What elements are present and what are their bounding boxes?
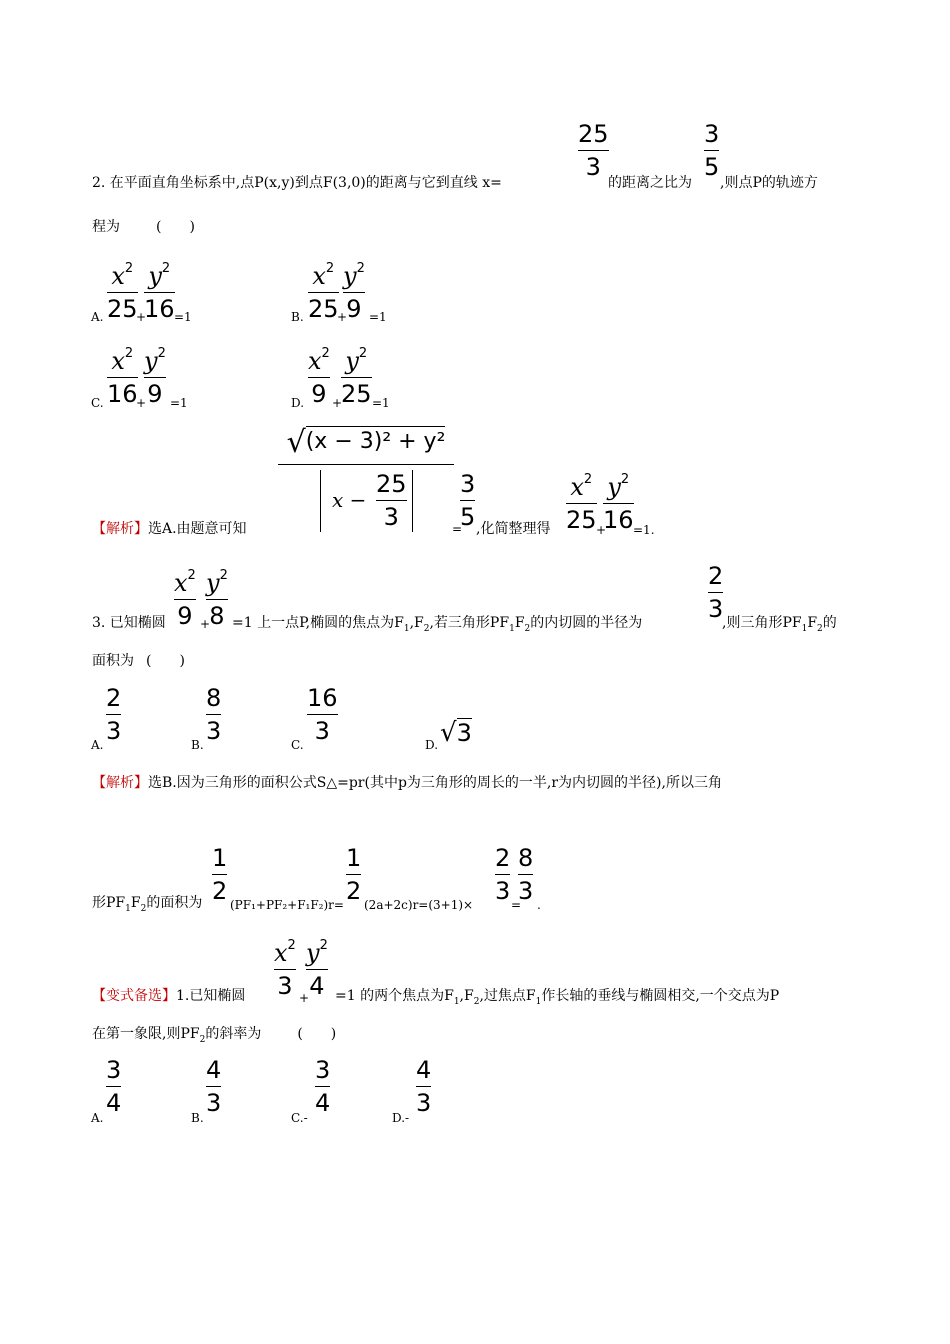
fraction: $x^2$ 9 xyxy=(308,346,330,408)
option-label: C. xyxy=(91,396,104,410)
variant-text-e: 在第一象限,则$PF_2$的斜率为 ( ) xyxy=(92,1026,337,1045)
plus-sign: + xyxy=(332,396,343,410)
solution-2-lead: 【解析】选A.由题意可知 xyxy=(92,521,247,537)
fraction: $x^2$ 3 xyxy=(274,938,296,1000)
fraction: $y^2$ 4 xyxy=(306,938,328,1000)
option-label: A. xyxy=(91,310,104,324)
equals-one: =1 xyxy=(369,310,387,324)
fraction-25-3: 25 3 xyxy=(578,120,609,181)
fraction: $x^2$ 25 xyxy=(107,261,138,323)
variant-text-b: =1 的两个焦点为$F_1,F_2$,过焦点$F_1$作长轴的垂线与椭圆相交,一个交点为P xyxy=(335,988,780,1007)
abs-x: x − xyxy=(332,488,367,512)
ratio-fraction: 3 5 xyxy=(460,470,476,531)
fraction: 1 2 xyxy=(346,844,362,905)
fraction: 1 2 xyxy=(212,844,228,905)
fraction: $y^2$ 9 xyxy=(144,346,166,408)
option-label: D. xyxy=(425,738,439,752)
period: . xyxy=(537,898,541,912)
abs-bar-right xyxy=(412,470,413,532)
plus-sign: + xyxy=(200,617,211,631)
equals-one: =1 xyxy=(372,396,390,410)
equals-one: =1 xyxy=(170,396,188,410)
option-label: D.- xyxy=(392,1111,410,1125)
equals: = xyxy=(511,898,522,912)
equals-one: =1 xyxy=(174,310,192,324)
question-3-text-b: =1 上一点P,椭圆的焦点为$F_1,F_2$,若三角形$PF_1F_2$的内切圆的半径为 xyxy=(232,615,643,634)
fraction: 2 3 xyxy=(495,844,511,905)
option-label: A. xyxy=(91,1111,104,1125)
option-label: D. xyxy=(291,396,305,410)
plus-sign: + xyxy=(136,396,147,410)
distance-ratio-fraction xyxy=(278,422,454,465)
question-3-text-g: 面积为 ( ) xyxy=(92,653,185,669)
fraction: $y^2$ 25 xyxy=(341,346,372,408)
fraction: 3 4 xyxy=(315,1056,331,1117)
equals: = xyxy=(452,522,463,536)
equals-one: =1. xyxy=(633,523,655,537)
fraction: 8 3 xyxy=(518,844,534,905)
plus-sign: + xyxy=(596,523,607,537)
fraction: $x^2$ 9 xyxy=(174,568,196,630)
fraction: 4 3 xyxy=(416,1056,432,1117)
solution-3-text-a: 【解析】选B.因为三角形的面积公式S△=pr(其中p为三角形的周长的一半,r为内切圆的半径),所以三角 xyxy=(92,775,722,791)
fraction: $y^2$ 8 xyxy=(206,568,228,630)
question-3-text-a: 3. 已知椭圆 xyxy=(92,615,166,631)
option-label: B. xyxy=(191,738,204,752)
solution-3-text-e: (2a+2c)r=(3+1)× xyxy=(364,898,474,912)
fraction: $y^2$ 9 xyxy=(343,261,365,323)
fraction: 16 3 xyxy=(307,684,338,745)
plus-sign: + xyxy=(136,310,147,324)
question-2-text-d: 程为 ( ) xyxy=(92,219,195,235)
sqrt-expression: √(x − 3)² + y² xyxy=(286,425,446,460)
sqrt-3: √3 xyxy=(440,718,472,748)
option-label: B. xyxy=(291,310,304,324)
option-label: C.- xyxy=(291,1111,308,1125)
option-label: C. xyxy=(291,738,304,752)
fraction: $x^2$ 16 xyxy=(107,346,138,408)
solution-3-text-d: (PF₁+PF₂+F₁F₂)r= xyxy=(230,898,344,912)
question-3-text-e: ,则三角形$PF_1F_2$的 xyxy=(722,615,837,634)
abs-bar-left xyxy=(320,470,321,532)
fraction: 8 3 xyxy=(206,684,222,745)
fraction: $x^2$ 25 xyxy=(308,261,339,323)
plus-sign: + xyxy=(337,310,348,324)
fraction-3-5: 3 5 xyxy=(704,120,720,181)
question-2-text-b: 的距离之比为 xyxy=(608,175,692,191)
option-label: A. xyxy=(91,738,104,752)
question-2-text: 2. 在平面直角坐标系中,点P(x,y)到点F(3,0)的距离与它到直线 x= xyxy=(92,175,502,191)
plus-sign: + xyxy=(299,991,310,1005)
option-label: B. xyxy=(191,1111,204,1125)
solution-3-text-b: 形$PF_1F_2$的面积为 xyxy=(92,895,203,914)
solution-2-simplify: ,化简整理得 xyxy=(476,521,551,537)
fraction: 4 3 xyxy=(206,1056,222,1117)
variant-text-a: 【变式备选】1.已知椭圆 xyxy=(92,988,246,1004)
fraction: 3 4 xyxy=(106,1056,122,1117)
fraction: $y^2$ 16 xyxy=(603,472,634,534)
fraction: $y^2$ 16 xyxy=(144,261,175,323)
question-2-text-c: ,则点P的轨迹方 xyxy=(720,175,818,191)
fraction: $x^2$ 25 xyxy=(566,472,597,534)
radius-fraction: 2 3 xyxy=(708,562,724,623)
abs-fraction: 25 3 xyxy=(376,470,407,531)
fraction: 2 3 xyxy=(106,684,122,745)
